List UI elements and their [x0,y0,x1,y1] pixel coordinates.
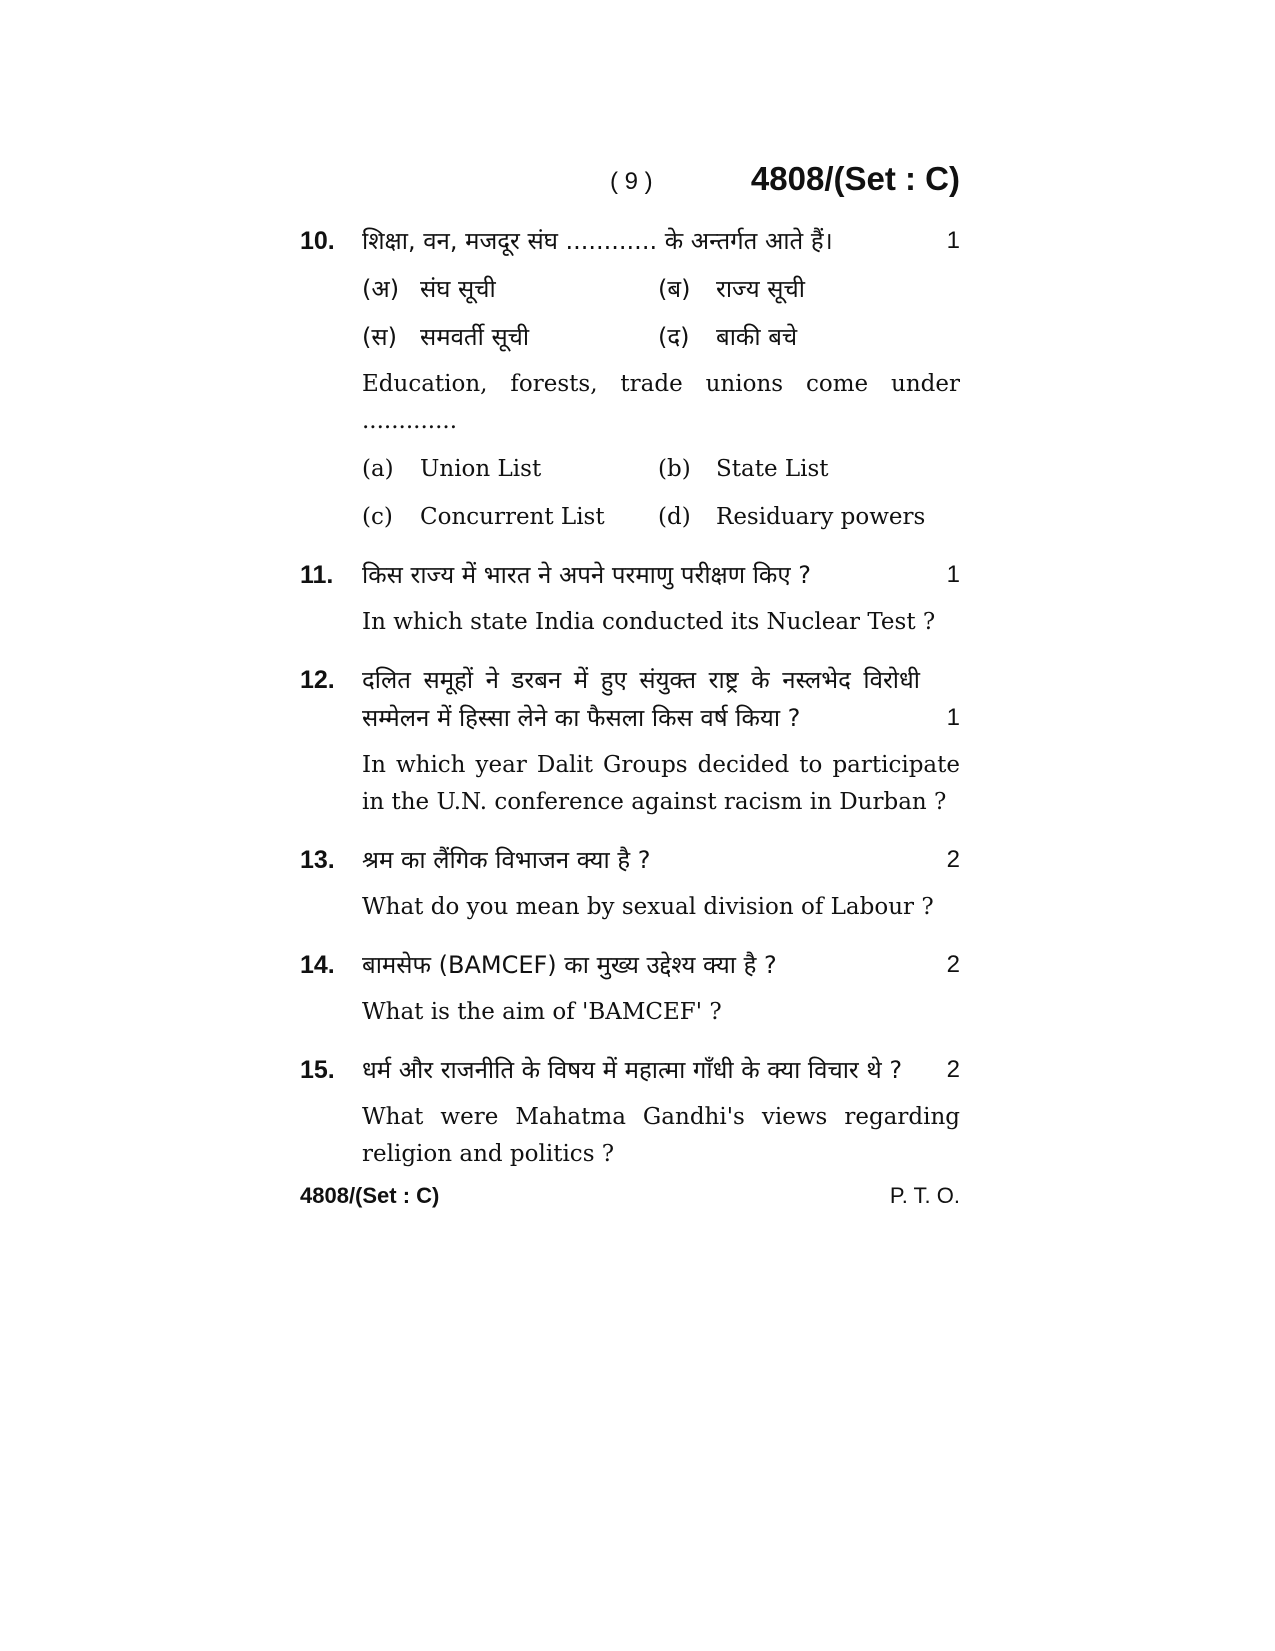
question-number: 12. [300,666,335,694]
question-number: 10. [300,227,335,255]
question-content [362,946,960,1031]
option-key: (अ) [362,275,400,303]
question-marks: 2 [946,951,960,978]
question-marks: 2 [946,1056,960,1083]
option-text: बाकी बचे [716,323,798,351]
question-10 [300,222,960,536]
question-number: 15. [300,1056,335,1084]
question-10-hindi-row [300,222,960,536]
option-key: (b) [658,456,691,482]
question-content [362,1051,960,1173]
question-number: 14. [300,951,335,979]
question-english-text: Education, forests, trade unions come under ............. [362,371,960,434]
question-content [362,841,960,926]
option-a-hindi [362,270,658,308]
question-hindi-text: बामसेफ (BAMCEF) का मुख्य उद्देश्य क्या है ? [362,951,777,979]
question-list [300,222,960,1193]
question-12 [300,661,960,821]
question-hindi-text: श्रम का लैंगिक विभाजन क्या है ? [362,846,651,874]
question-14 [300,946,960,1031]
option-key: (d) [658,504,691,530]
option-text: समवर्ती सूची [420,323,530,351]
question-marks: 2 [946,846,960,873]
option-text: Residuary powers [716,504,926,530]
question-number: 11. [300,561,334,589]
footer-paper-code: 4808/(Set : C) [300,1183,440,1208]
question-13-row [300,841,960,926]
option-key: (द) [658,323,690,351]
question-12-row [300,661,960,821]
option-text: Concurrent List [420,504,605,530]
question-15 [300,1051,960,1173]
option-text: संघ सूची [420,275,496,303]
question-14-row [300,946,960,1031]
question-11-row [300,556,960,641]
page-header [300,160,960,208]
option-b-hindi [658,270,958,308]
question-content [362,661,960,821]
question-15-row [300,1051,960,1173]
please-turn-over: P. T. O. [889,1183,960,1208]
question-hindi-text: धर्म और राजनीति के विषय में महात्मा गाँधी के क्या विचार थे ? [362,1056,903,1084]
english-options [362,450,960,536]
option-b-english [658,450,958,488]
option-c-hindi [362,318,658,356]
page-number: ( 9 ) [610,168,653,195]
question-english-text: What were Mahatma Gandhi's views regarding religion and politics ? [362,1104,960,1167]
option-text: Union List [420,456,542,482]
hindi-options [362,270,960,356]
question-english-text: In which state India conducted its Nuclear Test ? [362,609,936,635]
option-key: (c) [362,504,393,530]
option-d-hindi [658,318,958,356]
option-text: State List [716,456,829,482]
question-marks: 1 [946,561,960,588]
question-13 [300,841,960,926]
paper-code: 4808/(Set : C) [750,160,960,197]
option-key: (स) [362,323,397,351]
question-marks: 1 [946,227,960,254]
page-footer [300,1183,960,1219]
option-c-english [362,498,658,536]
question-content [362,222,960,536]
question-number: 13. [300,846,335,874]
question-11 [300,556,960,641]
question-english-text: What is the aim of 'BAMCEF' ? [362,999,722,1025]
question-hindi-text: दलित समूहों ने डरबन में हुए संयुक्त राष्ट्र के नस्लभेद विरोधी सम्मेलन में हिस्सा लेने का फैसला किस वर्ष किया ? [362,666,920,732]
question-content [362,556,960,641]
question-english-text: In which year Dalit Groups decided to participate in the U.N. conference against racism in Durban ? [362,752,960,815]
option-a-english [362,450,658,488]
option-text: राज्य सूची [716,275,805,303]
option-key: (a) [362,456,394,482]
option-d-english [658,498,958,536]
question-hindi-text: किस राज्य में भारत ने अपने परमाणु परीक्षण किए ? [362,561,812,589]
option-key: (ब) [658,275,691,303]
question-hindi-text: शिक्षा, वन, मजदूर संघ ............ के अन्तर्गत आते हैं। [362,227,833,255]
question-marks: 1 [946,704,960,731]
question-english-text: What do you mean by sexual division of Labour ? [362,894,934,920]
